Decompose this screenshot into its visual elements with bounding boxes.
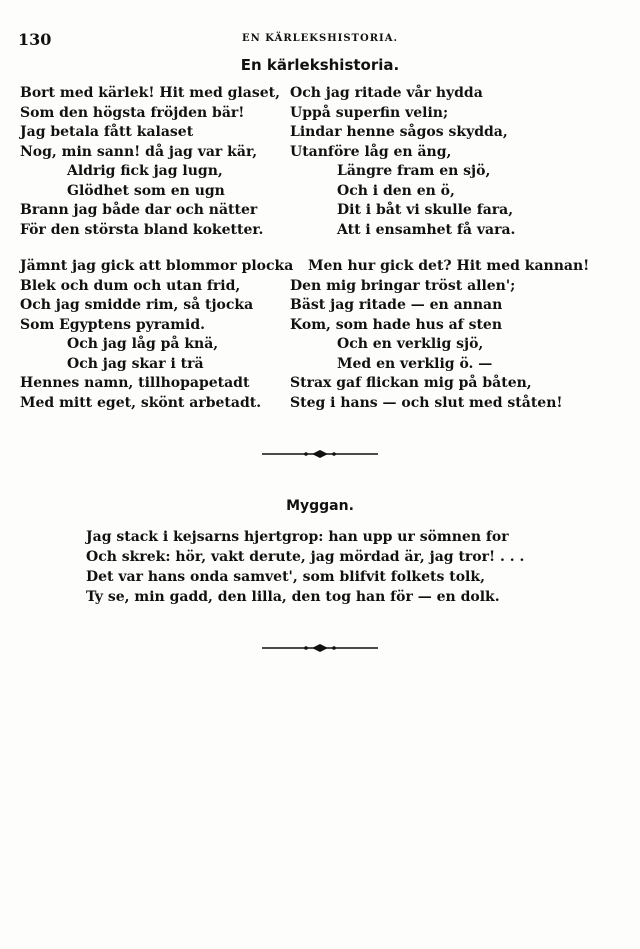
verse-line: Lindar henne sågos skydda, (290, 124, 508, 140)
stanza-3 (20, 257, 293, 413)
ornament-rule-icon (260, 449, 380, 459)
page-number: 130 (18, 30, 52, 49)
poem-title-karlekshistoria: En kärlekshistoria. (240, 56, 400, 74)
verse-line: Och jag ritade vår hydda (290, 85, 483, 101)
verse-line: Glödhet som en ugn (67, 182, 225, 199)
verse-line: Uppå superfin velin; (290, 104, 449, 121)
verse-line: Och jag skar i trä (67, 355, 204, 372)
poem-title-myggan: Myggan. (286, 498, 354, 514)
verse-line: Och i den en ö, (337, 182, 455, 199)
verse-line: Och jag låg på knä, (67, 336, 219, 352)
verse-line: Det var hans onda samvet', som blifvit folkets tolk, (86, 569, 485, 585)
verse-line: För den största bland koketter. (20, 221, 264, 238)
verse-line: Att i ensamhet få vara. (337, 221, 516, 238)
ornament-rule-icon (260, 643, 380, 653)
section-divider-ornament (0, 449, 640, 459)
stanza-myggan (86, 527, 524, 607)
running-header: EN KÄRLEKSHISTORIA. (242, 33, 398, 44)
verse-line: Steg i hans — och slut med ståten! (290, 394, 563, 411)
verse-line: Blek och dum och utan frid, (20, 277, 241, 294)
verse-line: Kom, som hade hus af sten (290, 316, 503, 333)
verse-line: Bort med kärlek! Hit med glaset, (20, 85, 280, 101)
verse-line: Och skrek: hör, vakt derute, jag mördad är, jag tror! . . . (86, 549, 525, 565)
verse-line: Med en verklig ö. — (337, 355, 493, 372)
verse-line: Med mitt eget, skönt arbetadt. (20, 394, 262, 411)
stanza-4 (290, 257, 589, 413)
verse-line: Ty se, min gadd, den lilla, den tog han för — en dolk. (86, 589, 500, 605)
stanza-1 (20, 84, 280, 240)
verse-line: Den mig bringar tröst allen'; (290, 277, 516, 294)
verse-line: Jag betala fått kalaset (20, 124, 194, 140)
verse-line: Hennes namn, tillhopapetadt (20, 375, 250, 391)
verse-line: Jag stack i kejsarns hjertgrop: han upp ur sömnen for (86, 529, 509, 545)
verse-line: Nog, min sann! då jag var kär, (20, 143, 258, 160)
verse-line: Aldrig fick jag lugn, (67, 163, 223, 179)
section-divider-ornament (0, 643, 640, 653)
verse-line: Som den högsta fröjden bär! (20, 104, 245, 121)
verse-line: Men hur gick det? Hit med kannan! (308, 258, 590, 274)
stanza-2 (290, 84, 515, 240)
verse-line: Och jag smidde rim, så tjocka (20, 297, 254, 313)
verse-line: Och en verklig sjö, (337, 336, 484, 352)
verse-line: Utanföre låg en äng, (290, 143, 452, 160)
verse-line: Brann jag både dar och nätter (20, 202, 258, 218)
verse-line: Bäst jag ritade — en annan (290, 297, 503, 313)
verse-line: Dit i båt vi skulle fara, (337, 202, 514, 218)
verse-line: Som Egyptens pyramid. (20, 316, 205, 333)
verse-line: Längre fram en sjö, (337, 163, 491, 179)
verse-line: Strax gaf flickan mig på båten, (290, 375, 532, 391)
verse-line: Jämnt jag gick att blommor plocka (20, 258, 294, 274)
